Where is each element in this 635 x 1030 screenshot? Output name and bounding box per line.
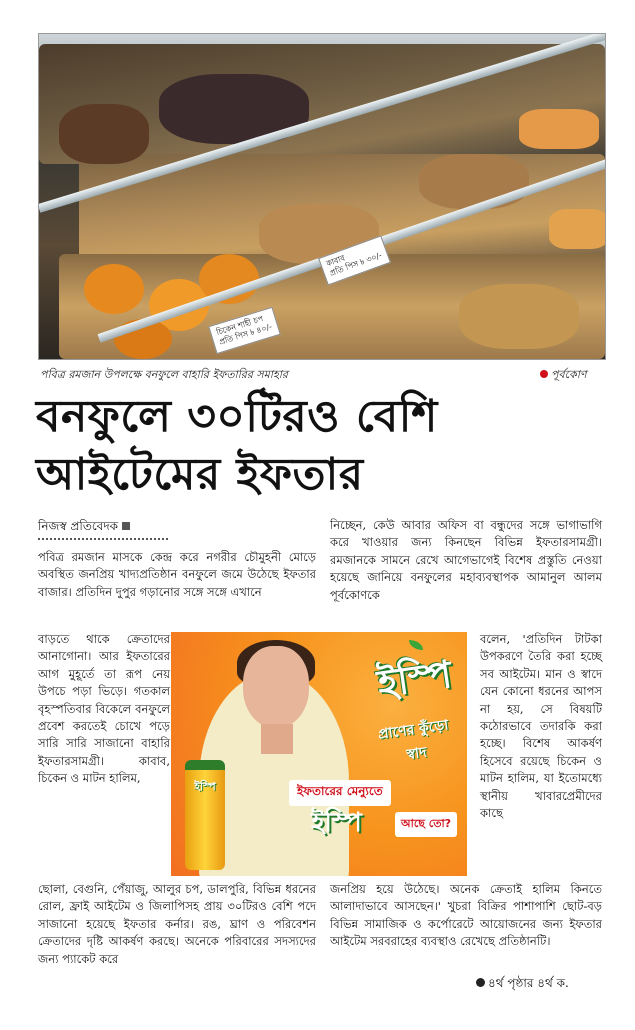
product-jar [185,760,225,870]
article-paragraph: নিচ্ছেন, কেউ আবার অফিস বা বন্ধুদের সঙ্গে ভাগাভাগি করে খাওয়ার জন্য কিনছেন বিভিন্ন ইফতারসামগ্রী। রমজানকে সামনে রেখে আগেভাগেই বিশেষ প্রস্তুতি নেওয়া হয়েছে জানিয়ে বনফুলের মহাব্যবস্থাপক আমানুল আলম পূর্বকোণকে [330,518,602,602]
food-item [519,109,599,149]
continuation-text: ৪র্থ পৃষ্ঠার ৪র্থ ক. [488,976,569,990]
food-item [59,104,149,164]
brand-logo [369,650,461,766]
advertisement[interactable] [171,632,467,876]
jar-label: ইস্পি [194,780,216,793]
photo-caption: পবিত্র রমজান উপলক্ষে বনফুলে বাহারি ইফতারির সমাহার [40,368,288,381]
byline-text: নিজস্ব প্রতিবেদক [38,519,119,533]
article-paragraph: ছোলা, বেগুনি, পেঁয়াজু, আলুর চপ, ডালপুরি, বিভিন্ন ধরনের রোল, ফ্রাই আইটেম ও জিলাপিসহ প্রায় ৩০টিরও বেশি পদে সাজানো হয়েছে ইফতার কর্নার। রঙ, ঘ্রাণ ও পরিবেশন ক্রেতাদের দৃষ্টি আকর্ষণ করছে। অনেকে পরিবারের সদস্যদের জন্য প্যাকেট করে [38,882,316,966]
ad-banner: ইফতারের মেন্যুতে [289,780,391,806]
model-face [243,646,309,728]
article-photo [38,33,606,360]
bullet-icon [476,978,485,987]
photo-credit-text: পূর্বকোণ [551,368,587,381]
article-paragraph: পবিত্র রমজান মাসকে কেন্দ্র করে নগরীর চৌমুহনী মোড়ে অবস্থিত জনপ্রিয় খাদ্যপ্রতিষ্ঠান বনফুলে জমে উঠেছে ইফতার বাজার। প্রতিদিন দুপুর গড়ানোর সঙ্গে সঙ্গে এখানে [38,550,316,599]
ad-brand-name: ইস্পি [311,808,362,838]
headline-line-1: বনফুলে ৩০টিরও বেশি [36,391,438,442]
photo-credit [540,366,587,385]
brand-tagline: প্রাণের কুঁড়ো স্বাদ [377,717,450,764]
ad-question: আছে তো? [395,812,457,837]
brand-logo-text: ইস্পি [374,652,455,706]
headline [36,388,606,504]
square-bullet-icon [122,522,130,530]
food-item [84,264,144,314]
model-neck [261,724,293,754]
byline [38,518,318,538]
food-item [549,209,606,249]
article-paragraph: বাড়তে থাকে ক্রেতাদের আনাগোনা। আর ইফতারের আগ মুহূর্তে তা রূপ নেয় উপচে পড়া ভিড়ে। গতকাল বৃহস্পতিবার বিকেলে বনফুলে প্রবেশ করতেই চোখে পড়ে সারি সারি সাজানো বাহারি ইফতারসামগ্রী। কাবাব, চিকেন ও মাটন হালিম, [38,632,170,786]
food-item [459,284,579,349]
dotted-divider [38,538,168,540]
continuation-note [476,975,569,995]
price-tag: কাবাব প্রতি পিস ৳ ৩০/- [318,235,391,285]
headline-line-2: আইটেমের ইফতার [36,449,364,500]
article-paragraph: বলেন, 'প্রতিদিন টাটকা উপকরণে তৈরি করা হচ্ছে সব আইটেম। মান ও স্বাদে যেন কোনো ধরনের আপস না হয়, সে বিষয়টি কঠোরভাবে তদারকি করা হচ্ছে। বিশেষ আকর্ষণ হিসেবে রয়েছে চিকেন ও মাটন হালিম, যা ইতোমধ্যে স্থানীয় খাবারপ্রেমীদের কাছে [480,632,602,821]
red-dot-icon [540,370,548,378]
article-paragraph: জনপ্রিয় হয়ে উঠেছে। অনেক ক্রেতাই হালিম কিনতে আলাদাভাবে আসছেন।' খুচরা বিক্রির পাশাপাশি ছোট-বড় বিভিন্ন সামাজিক ও কর্পোরেটে আয়োজনের জন্য ইফতার আইটেম সরবরাহের ব্যবস্থাও রেখেছে প্রতিষ্ঠানটি। [330,882,602,949]
price-tag: চিকেন শাহী চপ প্রতি পিস ৳ ৪০/- [208,307,280,354]
